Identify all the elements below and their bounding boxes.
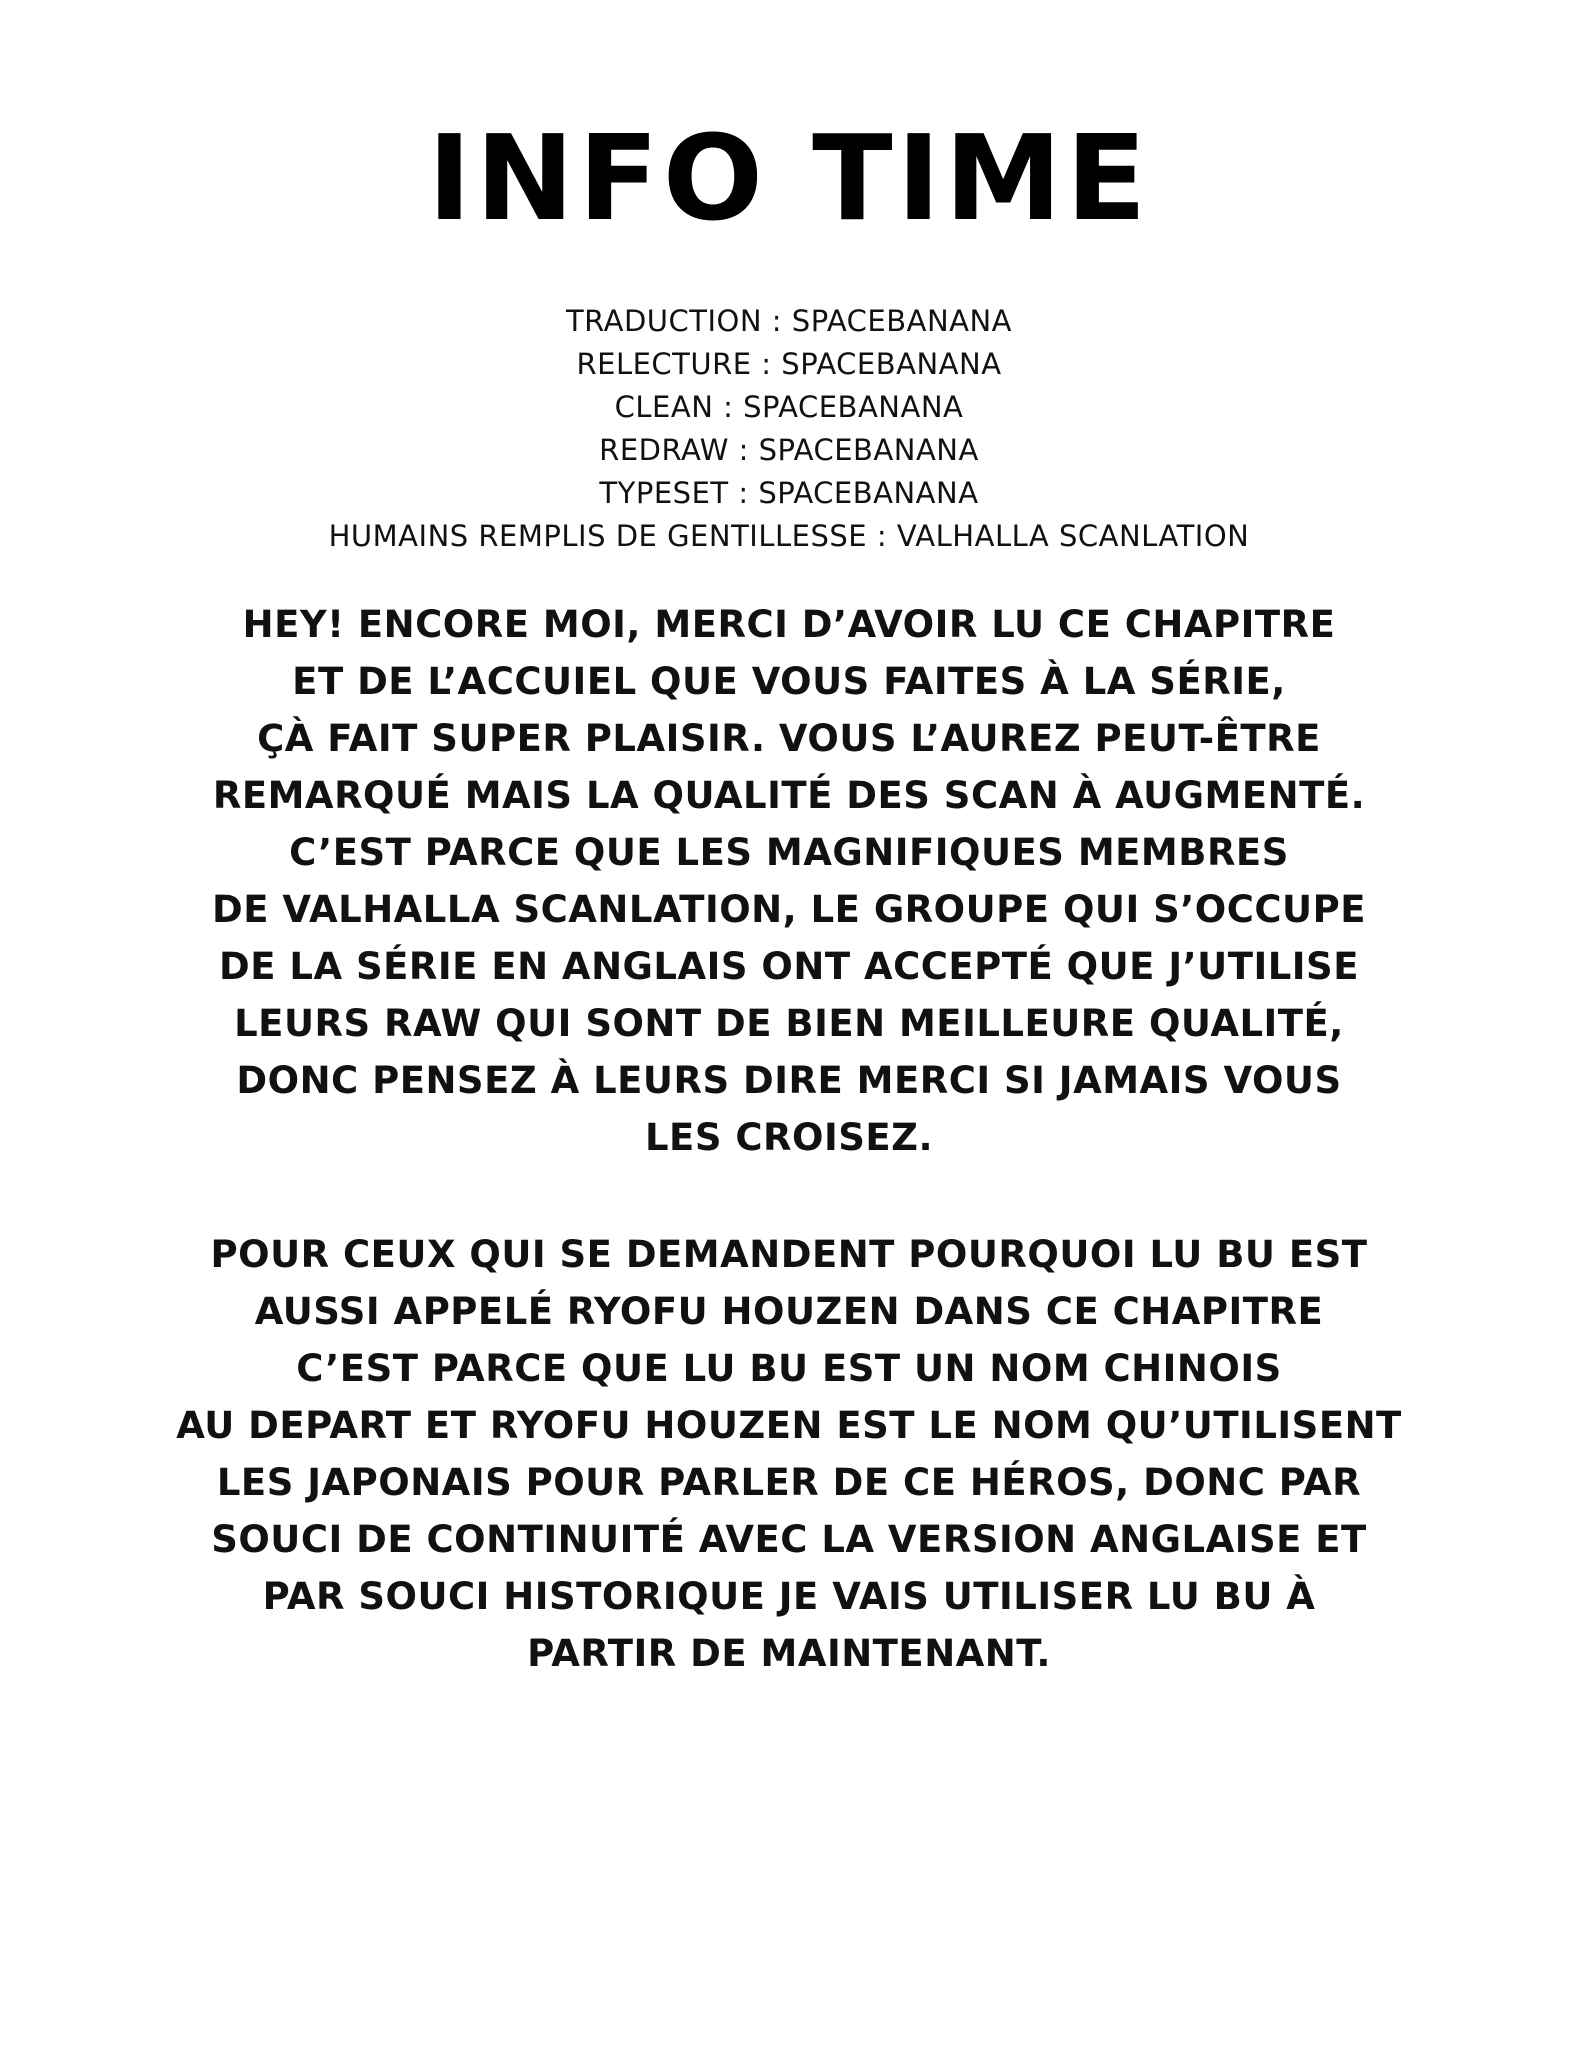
paragraph-line: AU DEPART ET RYOFU HOUZEN EST LE NOM QU’UTILISENT	[176, 1404, 1402, 1447]
paragraph-line: AUSSI APPELÉ RYOFU HOUZEN DANS CE CHAPITRE	[254, 1290, 1324, 1333]
paragraph-line: LES CROISEZ.	[644, 1116, 934, 1159]
credit-line-translation: TRADUCTION : SPACEBANANA	[565, 304, 1013, 338]
paragraph-line: POUR CEUX QUI SE DEMANDENT POURQUOI LU BU EST	[210, 1233, 1368, 1276]
credit-line-clean: CLEAN : SPACEBANANA	[614, 390, 964, 424]
paragraph-line: ET DE L’ACCUIEL QUE VOUS FAITES À LA SÉRIE,	[292, 660, 1286, 703]
credit-line-typeset: TYPESET : SPACEBANANA	[599, 476, 979, 510]
credit-line-redraw: REDRAW : SPACEBANANA	[599, 433, 979, 467]
paragraph-line: PARTIR DE MAINTENANT.	[527, 1632, 1051, 1675]
message-paragraph-1	[0, 596, 1578, 1166]
paragraph-line: DE LA SÉRIE EN ANGLAIS ONT ACCEPTÉ QUE J’UTILISE	[219, 945, 1359, 988]
paragraph-line: ÇÀ FAIT SUPER PLAISIR. VOUS L’AUREZ PEUT-ÊTRE	[257, 717, 1321, 760]
credit-line-thanks: HUMAINS REMPLIS DE GENTILLESSE : VALHALLA SCANLATION	[328, 519, 1250, 553]
paragraph-line: SOUCI DE CONTINUITÉ AVEC LA VERSION ANGLAISE ET	[211, 1518, 1367, 1561]
message-paragraph-2	[0, 1226, 1578, 1682]
page-title: INFO TIME	[427, 109, 1151, 247]
credit-line-proofreading: RELECTURE : SPACEBANANA	[576, 347, 1002, 381]
paragraph-line: REMARQUÉ MAIS LA QUALITÉ DES SCAN À AUGMENTÉ.	[212, 774, 1366, 817]
credits-list	[0, 300, 1578, 558]
paragraph-line: C’EST PARCE QUE LES MAGNIFIQUES MEMBRES	[289, 831, 1289, 874]
paragraph-line: LES JAPONAIS POUR PARLER DE CE HÉROS, DONC PAR	[216, 1461, 1362, 1504]
paragraph-line: PAR SOUCI HISTORIQUE JE VAIS UTILISER LU BU À	[262, 1575, 1316, 1618]
paragraph-line: C’EST PARCE QUE LU BU EST UN NOM CHINOIS	[296, 1347, 1282, 1390]
paragraph-line: DE VALHALLA SCANLATION, LE GROUPE QUI S’OCCUPE	[212, 888, 1366, 931]
paragraph-line: HEY! ENCORE MOI, MERCI D’AVOIR LU CE CHAPITRE	[242, 603, 1336, 646]
paragraph-line: LEURS RAW QUI SONT DE BIEN MEILLEURE QUALITÉ,	[234, 1002, 1344, 1045]
paragraph-line: DONC PENSEZ À LEURS DIRE MERCI SI JAMAIS VOUS	[236, 1059, 1342, 1102]
